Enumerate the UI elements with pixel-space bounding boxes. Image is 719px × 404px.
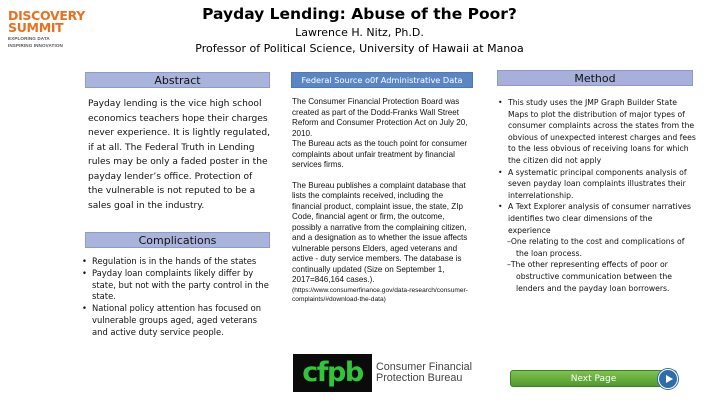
list-item: • National policy attention has focused on vulnerable groups aged, aged veterans and active duty service people. bbox=[82, 303, 272, 338]
cfpb-mark bbox=[293, 354, 372, 392]
abstract-text: Payday lending is the vice high school economics teachers hope their charges never experience. It is lightly regulated, if at all. The Federal Truth in Lending rules may be only a faded poster in the payday lender’s office. Protection of the vulnerable is not reputed to be a sales goal in the industry. bbox=[88, 99, 270, 211]
federal-source-para-3: The Bureau publishes a complaint database that lists the complaints received, including the financial product, complaint issue, the state, ZIp Code, financial agent or firm, the outcome, possibly a narrative from the complaining citizen, and a designation as to whether the issue affects vulnerable persons Elders, aged veterans and active - duty service members. The database is continually updated (Size on September 1, 2017=846,164 cases.). bbox=[292, 180, 468, 284]
list-item: • A Text Explorer analysis of consumer narratives identifies two clear dimensions of the experience bbox=[497, 201, 697, 236]
complications-list bbox=[82, 256, 272, 339]
page-title: Payday Lending: Abuse of the Poor? bbox=[202, 5, 517, 23]
list-item: • A systematic principal components analysis of seven payday loan complaints illustrates their interrelationship. bbox=[497, 167, 697, 202]
list-item: • This study uses the JMP Graph Builder State Maps to plot the distribution of major types of consumer complaints across the states from the obvious of unexpected interest charges and fees to the less obvious of receiving loans for which the citizen did not apply bbox=[497, 97, 697, 167]
federal-source-text bbox=[292, 97, 474, 304]
list-subitem: –One relating to the cost and complications of the loan process. bbox=[507, 237, 685, 258]
abstract-heading: Abstract bbox=[85, 72, 270, 88]
logo-tagline-1: EXPLORING DATA bbox=[8, 36, 50, 41]
author-name: Lawrence H. Nitz, Ph.D. bbox=[295, 26, 424, 39]
list-item: • Regulation is in the hands of the states bbox=[82, 256, 272, 268]
cfpb-name-line-2: Protection Bureau bbox=[376, 372, 463, 384]
logo-tagline-2: INSPIRING INNOVATION bbox=[8, 43, 63, 49]
cfpb-name-line-1: Consumer Financial bbox=[376, 360, 473, 373]
cfpb-name bbox=[376, 362, 472, 385]
method-list bbox=[497, 97, 697, 294]
logo-line-2: SUMMIT bbox=[8, 20, 64, 35]
federal-source-para-1: The Consumer Financial Protection Board was created as part of the Dodd-Franks Wall Street Reform and Consumer Protection Act on July 20, 2010. bbox=[292, 97, 468, 138]
list-subitem: –The other representing effects of poor or obstructive communication between the lenders and the payday loan borrowers. bbox=[507, 260, 672, 293]
list-item: • Payday loan complaints likely differ by state, but not with the party control in the state. bbox=[82, 268, 272, 303]
method-heading: Method bbox=[497, 70, 693, 86]
complications-heading: Complications bbox=[85, 232, 270, 248]
cfpb-logo bbox=[293, 354, 472, 392]
next-arrow-icon[interactable] bbox=[658, 369, 678, 389]
next-page-button[interactable]: Next Page bbox=[510, 370, 677, 387]
database-url: (https://www.consumerfinance.gov/data-research/consumer-complaints/#download-the-data) bbox=[292, 286, 468, 303]
author-affiliation: Professor of Political Science, University of Hawaii at Manoa bbox=[195, 42, 524, 55]
logo-line-1: DISCOVERY bbox=[8, 8, 85, 23]
federal-source-heading: Federal Source o0f Administrative Data bbox=[291, 72, 473, 88]
federal-source-para-2: The Bureau acts as the touch point for consumer complaints about unfair treatment by financial services firms. bbox=[292, 139, 468, 169]
cfpb-mark-text: cfpb bbox=[302, 357, 363, 388]
